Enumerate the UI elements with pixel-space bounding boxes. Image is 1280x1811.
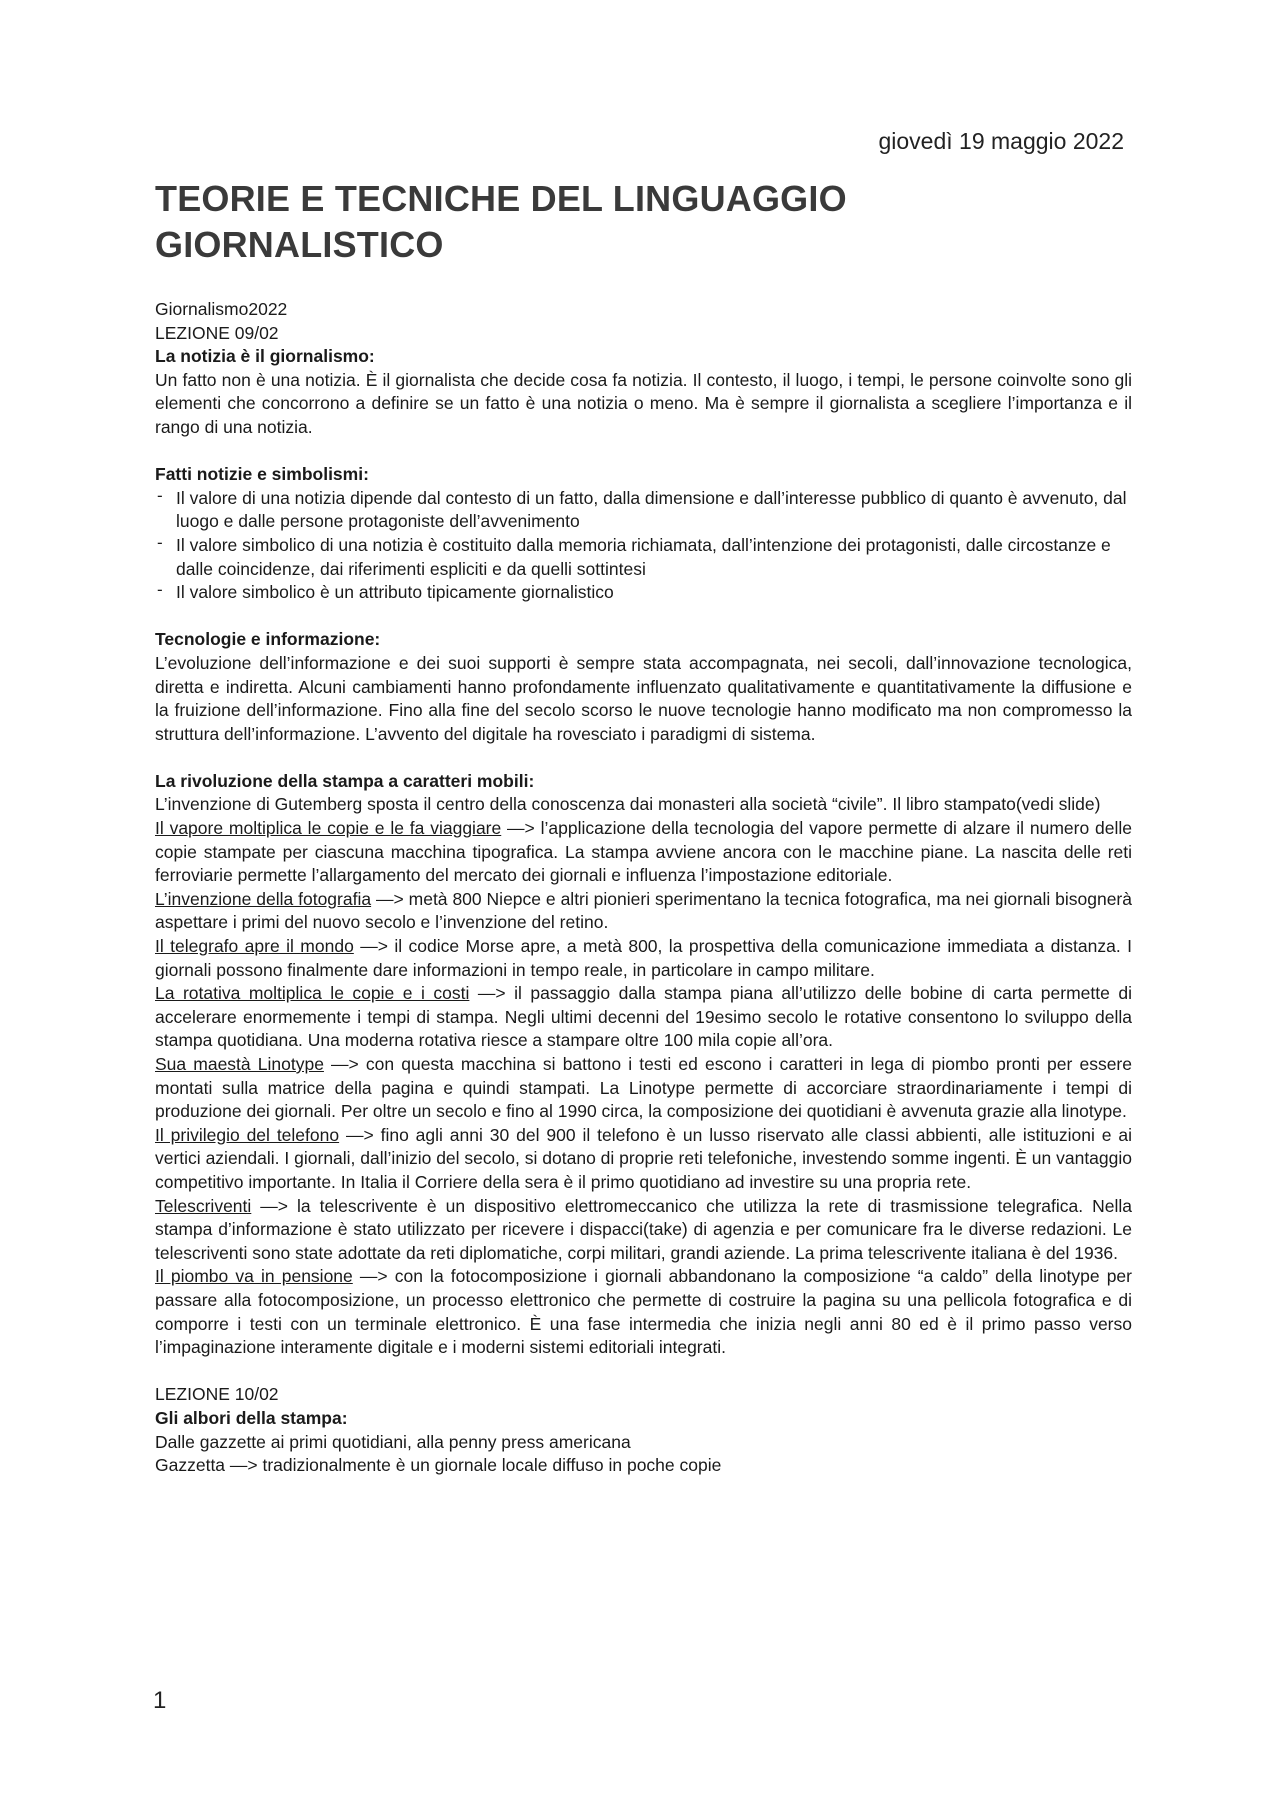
entry-text: —> fino agli anni 30 del 900 il telefono è un lusso riservato alle classi abbienti, alle istituzioni e ai vertici aziendali. I giornali, dall’inizio del secolo, si dotano di proprie reti telefoniche, investendo somme ingenti. È un vantaggio competitivo importante. In Italia il Corriere della sera è il primo quotidiano ad investire su una propria rete. xyxy=(155,1124,1132,1192)
document-body xyxy=(155,176,1132,1478)
entry-rotativa xyxy=(155,982,1132,1053)
entry-text: —> il passaggio dalla stampa piana all’utilizzo delle bobine di carta permette di accelerare enormemente i tempi di stampa. Negli ultimi decenni del 19esimo secolo le rotative consentono lo sviluppo della stampa quotidiana. Una moderna rotativa riesce a stampare oltre 100 mila copie all’ora. xyxy=(155,983,1132,1051)
entry-title: Il telegrafo apre il mondo xyxy=(155,936,354,957)
entry-text: —> metà 800 Niepce e altri pionieri sperimentano la tecnica fotografica, ma nei giornali bisognerà aspettare i primi del nuovo secolo e l’invenzione del retino. xyxy=(155,888,1132,933)
page-number: 1 xyxy=(153,1687,167,1714)
entry-title: La rotativa moltiplica le copie e i costi xyxy=(155,983,470,1004)
course-name: Giornalismo2022 xyxy=(155,299,288,319)
entry-vapore xyxy=(155,817,1132,888)
albori-line-1: Dalle gazzette ai primi quotidiani, alla penny press americana xyxy=(155,1431,631,1452)
section-heading-rivoluzione: La rivoluzione della stampa a caratteri mobili: xyxy=(155,770,535,791)
section-intro-rivoluzione: L’invenzione di Gutemberg sposta il centro della conoscenza dai monasteri alla società “civile”. Il libro stampato(vedi slide) xyxy=(155,794,1101,815)
entry-fotografia xyxy=(155,888,1132,935)
entry-text: —> con la fotocomposizione i giornali abbandonano la composizione “a caldo” della linotype per passare alla fotocomposizione, un processo elettronico che permette di costruire la pagina su una pellicola fotografica e di comporre i testi con un terminale elettronico. È una fase intermedia che inizia negli anni 80 ed è il primo passo verso l’impaginazione interamente digitale e i moderni sistemi editoriali integrati. xyxy=(155,1266,1132,1358)
entry-title: L’invenzione della fotografia xyxy=(155,888,372,909)
entry-telefono xyxy=(155,1124,1132,1195)
document-date: giovedì 19 maggio 2022 xyxy=(878,128,1124,154)
title-line-1: TEORIE E TECNICHE DEL LINGUAGGIO xyxy=(155,178,847,219)
entry-title: Il vapore moltiplica le copie e le fa viaggiare xyxy=(155,818,502,839)
list-item: - Il valore simbolico è un attributo tipicamente giornalistico xyxy=(155,581,1132,605)
entry-text: —> l’applicazione della tecnologia del vapore permette di alzare il numero delle copie stampate per ciascuna macchina tipografica. La stampa avviene ancora con le macchine piane. La nascita delle reti ferroviarie permette l’allargamento del mercato dei giornali e influenza l’impostazione editoriale. xyxy=(155,818,1132,886)
section-heading-tecnologie: Tecnologie e informazione: xyxy=(155,629,381,650)
section-text-notizia: Un fatto non è una notizia. È il giornalista che decide cosa fa notizia. Il contesto, il luogo, i tempi, le persone coinvolte sono gli elementi che concorrono a definire se un fatto è una notizia o meno. Ma è sempre il giornalista a scegliere l’importanza e il rango di una notizia. xyxy=(155,369,1132,437)
section-heading-notizia: La notizia è il giornalismo: xyxy=(155,346,375,367)
entry-telescriventi xyxy=(155,1195,1132,1266)
bullet-list-fatti xyxy=(155,487,1132,605)
albori-line-2: Gazzetta —> tradizionalmente è un giornale locale diffuso in poche copie xyxy=(155,1455,722,1476)
entry-text: —> con questa macchina si battono i testi ed escono i caratteri in lega di piombo pronti per essere montati sulla matrice della pagina e quindi stampati. La Linotype permette di accorciare straordinariamente i tempi di produzione dei giornali. Per oltre un secolo e fino al 1990 circa, la composizione dei quotidiani è avvenuta grazie alla linotype. xyxy=(155,1054,1132,1122)
list-item: - Il valore simbolico di una notizia è costituito dalla memoria richiamata, dall’intenzione dei protagonisti, dalle circostanze e dalle coincidenze, dai riferimenti espliciti e da quelli sottintesi xyxy=(155,534,1132,581)
entry-linotype xyxy=(155,1053,1132,1124)
document-title xyxy=(155,176,1132,268)
section-heading-fatti: Fatti notizie e simbolismi: xyxy=(155,464,369,485)
entry-text: —> il codice Morse apre, a metà 800, la prospettiva della comunicazione immediata a distanza. I giornali possono finalmente dare informazioni in tempo reale, in particolare in campo militare. xyxy=(155,936,1132,980)
lesson-label-2: LEZIONE 10/02 xyxy=(155,1384,279,1405)
section-text-tecnologie: L’evoluzione dell’informazione e dei suoi supporti è sempre stata accompagnata, nei secoli, dall’innovazione tecnologica, diretta e indiretta. Alcuni cambiamenti hanno profondamente influenzato qualitativamente e quantitativamente la diffusione e la fruizione dell’informazione. Fino alla fine del secolo scorso le nuove tecnologie hanno modificato ma non compromesso la struttura dell’informazione. L’avvento del digitale ha rovesciato i paradigmi di sistema. xyxy=(155,652,1132,744)
list-item: - Il valore di una notizia dipende dal contesto di un fatto, dalla dimensione e dall’interesse pubblico di quanto è avvenuto, dal luogo e dalle persone protagoniste dell’avvenimento xyxy=(155,487,1132,534)
entry-telegrafo xyxy=(155,935,1132,982)
title-line-2: GIORNALISTICO xyxy=(155,224,444,265)
entry-text: —> la telescrivente è un dispositivo elettromeccanico che utilizza la rete di trasmissione telegrafica. Nella stampa d’informazione è stato utilizzato per ricevere i dispacci(take) di agenzia e per comunicare fra le diverse redazioni. Le telescriventi sono state adottate da reti diplomatiche, corpi militari, grandi aziende. La prima telescrivente italiana è del 1936. xyxy=(155,1195,1132,1263)
lesson-label-1: LEZIONE 09/02 xyxy=(155,322,279,343)
entry-piombo xyxy=(155,1265,1132,1359)
section-heading-albori: Gli albori della stampa: xyxy=(155,1407,348,1428)
entry-title: Il privilegio del telefono xyxy=(155,1124,340,1145)
entry-title: Sua maestà Linotype xyxy=(155,1054,324,1074)
entry-title: Il piombo va in pensione xyxy=(155,1266,353,1287)
entry-title: Telescriventi xyxy=(155,1195,252,1216)
